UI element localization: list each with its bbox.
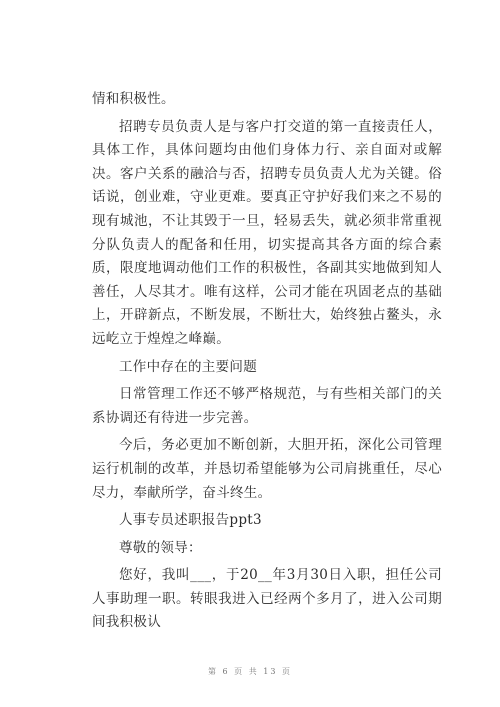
body-text (92, 88, 442, 635)
section-heading-problems: 工作中存在的主要问题 (119, 358, 257, 375)
paragraph-intro: 您好，我叫___，于20__年3月30日入职，担任公司人事助理一职。转眼我进入已经两个多月了，进入公司期间我积极认 (92, 567, 442, 631)
report-title: 人事专员述职报告ppt3 (119, 512, 262, 529)
salutation: 尊敬的领导： (119, 539, 202, 556)
paragraph-problems: 日常管理工作还不够严格规范，与有些相关部门的关系协调还有待进一步完善。 (92, 386, 442, 426)
paragraph-continuation: 情和积极性。 (92, 91, 175, 107)
paragraph-future: 今后，务必更加不断创新，大胆开拓，深化公司管理运行机制的改革，并恳切希望能够为公司肩挑重任，尽心尽力，奉献所学，奋斗终生。 (92, 437, 442, 501)
page-footer: 第 6 页 共 13 页 (208, 667, 292, 676)
paragraph-recruiting-lead: 招聘专员负责人是与客户打交道的第一直接责任人，具体工作，具体问题均由他们身体力行、亲自面对或解决。客户关系的融洽与否，招聘专员负责人尤为关键。俗话说，创业难，守业更难。要真正守护好我们来之不易的现有城池，不让其毁于一旦，轻易丢失，就必须非常重视分队负责人的配备和任用，切实提高其各方面的综合素质，限度地调动他们工作的积极性，各副其实地做到知人善任，人尽其才。唯有这样，公司才能在巩固老点的基础上，开辟新点，不断发展，不断壮大，始终独占鳌头，永远屹立于煌煌之峰巅。 (92, 118, 442, 347)
